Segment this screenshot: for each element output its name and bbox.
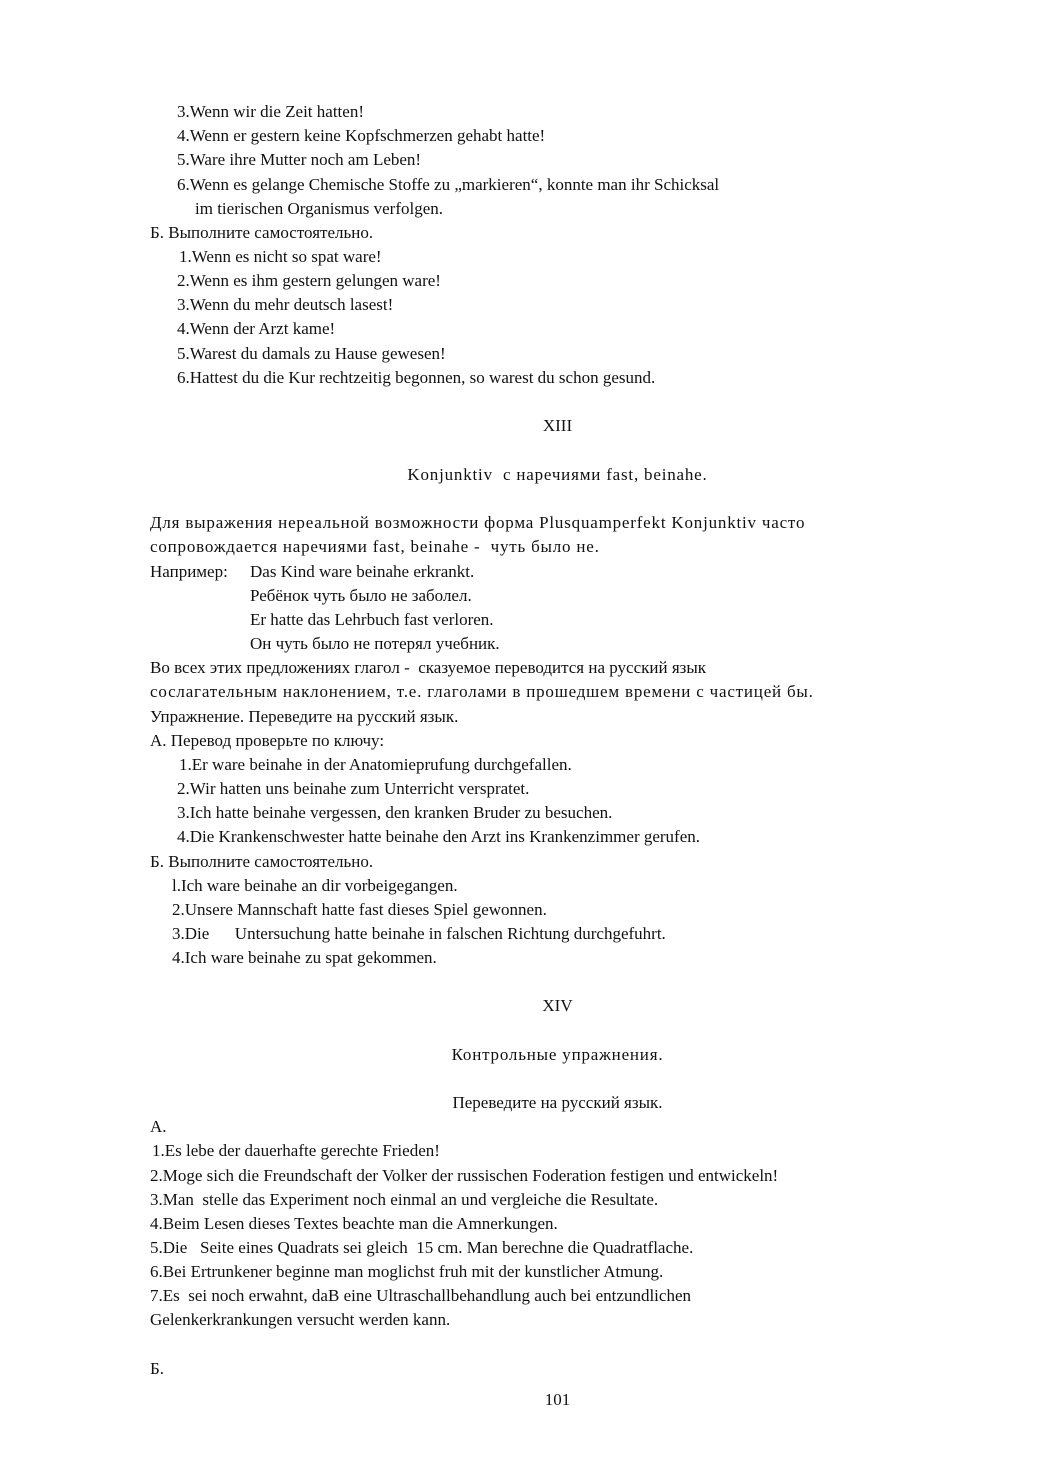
top-list-item: 6.Wenn es gelange Chemische Stoffe zu „markieren“, konnte man ihr Schicksal	[177, 175, 720, 194]
section-xiii-title: Konjunktiv с наречиями fast, beinahe.	[407, 465, 708, 484]
example-line: Das Kind ware beinahe erkrankt.	[250, 562, 475, 581]
section-xiv-part-a-label: А.	[150, 1117, 167, 1136]
part-a-item: 2.Wir hatten uns beinahe zum Unterricht verspratet.	[177, 779, 530, 798]
section-xiv-item: 1.Es lebe der dauerhafte gerechte Frieden!	[152, 1141, 440, 1160]
top-list-item-continuation: im tierischen Organismus verfolgen.	[195, 199, 444, 218]
top-list-item: 4.Wenn er gestern keine Kopfschmerzen gehabt hatte!	[177, 126, 546, 145]
part-b-item: 3.Die Untersuchung hatte beinahe in falschen Richtung durchgefuhrt.	[172, 924, 666, 943]
part-b-heading: Б. Выполните самостоятельно.	[150, 852, 374, 871]
example-line: Er hatte das Lehrbuch fast verloren.	[250, 610, 494, 629]
section-xiv-number: XIV	[542, 996, 573, 1015]
exercise-heading: Упражнение. Переведите на русский язык.	[150, 707, 459, 726]
section-xiv-item: 3.Man stelle das Experiment noch einmal an und vergleiche die Resultate.	[150, 1190, 659, 1209]
example-line: Он чуть было не потерял учебник.	[250, 634, 500, 653]
part-a-item: 4.Die Krankenschwester hatte beinahe den Arzt ins Krankenzimmer gerufen.	[177, 827, 701, 846]
section-xiii-number: XIII	[542, 416, 573, 435]
section-b1-item: 4.Wenn der Arzt kame!	[177, 319, 336, 338]
part-b-item: 2.Unsere Mannschaft hatte fast dieses Spiel gewonnen.	[172, 900, 547, 919]
section-xiv-part-b-label: Б.	[150, 1359, 165, 1378]
example-label: Например:	[150, 562, 228, 581]
section-b1-item: 2.Wenn es ihm gestern gelungen ware!	[177, 271, 441, 290]
part-a-heading: А. Перевод проверьте по ключу:	[150, 731, 385, 750]
section-xiv-item: 4.Beim Lesen dieses Textes beachte man die Amnerkungen.	[150, 1214, 558, 1233]
section-xiii-intro: сопровождается наречиями fast, beinahe - чуть было не.	[150, 537, 600, 556]
section-b1-item: 5.Warest du damals zu Hause gewesen!	[177, 344, 446, 363]
section-xiv-item-continuation: Gelenkerkrankungen versucht werden kann.	[150, 1310, 451, 1329]
part-a-item: 1.Er ware beinahe in der Anatomieprufung durchgefallen.	[179, 755, 572, 774]
part-b-item: l.Ich ware beinahe an dir vorbeigegangen.	[172, 876, 458, 895]
section-b1-item: 6.Hattest du die Kur rechtzeitig begonnen, so warest du schon gesund.	[177, 368, 656, 387]
section-xiv-item: 5.Die Seite eines Quadrats sei gleich 15 cm. Man berechne die Quadratflache.	[150, 1238, 694, 1257]
top-list-item: 3.Wenn wir die Zeit hatten!	[177, 102, 364, 121]
section-xiv-item: 2.Moge sich die Freundschaft der Volker der russischen Foderation festigen und entwickeln!	[150, 1166, 779, 1185]
section-xiv-item: 6.Bei Ertrunkener beginne man moglichst fruh mit der kunstlicher Atmung.	[150, 1262, 664, 1281]
section-b1-item: 3.Wenn du mehr deutsch lasest!	[177, 295, 394, 314]
section-xiv-subtitle: Переведите на русский язык.	[452, 1093, 663, 1112]
top-list-item: 5.Ware ihre Mutter noch am Leben!	[177, 150, 422, 169]
section-xiv-title: Контрольные упражнения.	[451, 1045, 664, 1064]
section-b1-item: 1.Wenn es nicht so spat ware!	[179, 247, 382, 266]
section-xiv-item: 7.Es sei noch erwahnt, daB eine Ultraschallbehandlung auch bei entzundlichen	[150, 1286, 691, 1305]
example-line: Ребёнок чуть было не заболел.	[250, 586, 472, 605]
section-b1-heading: Б. Выполните самостоятельно.	[150, 223, 374, 242]
section-xiii-intro: Для выражения нереальной возможности форма Plusquamperfekt Konjunktiv часто	[150, 513, 806, 532]
part-b-item: 4.Ich ware beinahe zu spat gekommen.	[172, 948, 437, 967]
explanation-line: Во всех этих предложениях глагол - сказуемое переводится на русский язык	[150, 658, 707, 677]
explanation-line: сослагательным наклонением, т.е. глаголами в прошедшем времени с частицей бы.	[150, 682, 814, 701]
part-a-item: 3.Ich hatte beinahe vergessen, den kranken Bruder zu besuchen.	[177, 803, 613, 822]
page-number: 101	[544, 1390, 571, 1409]
